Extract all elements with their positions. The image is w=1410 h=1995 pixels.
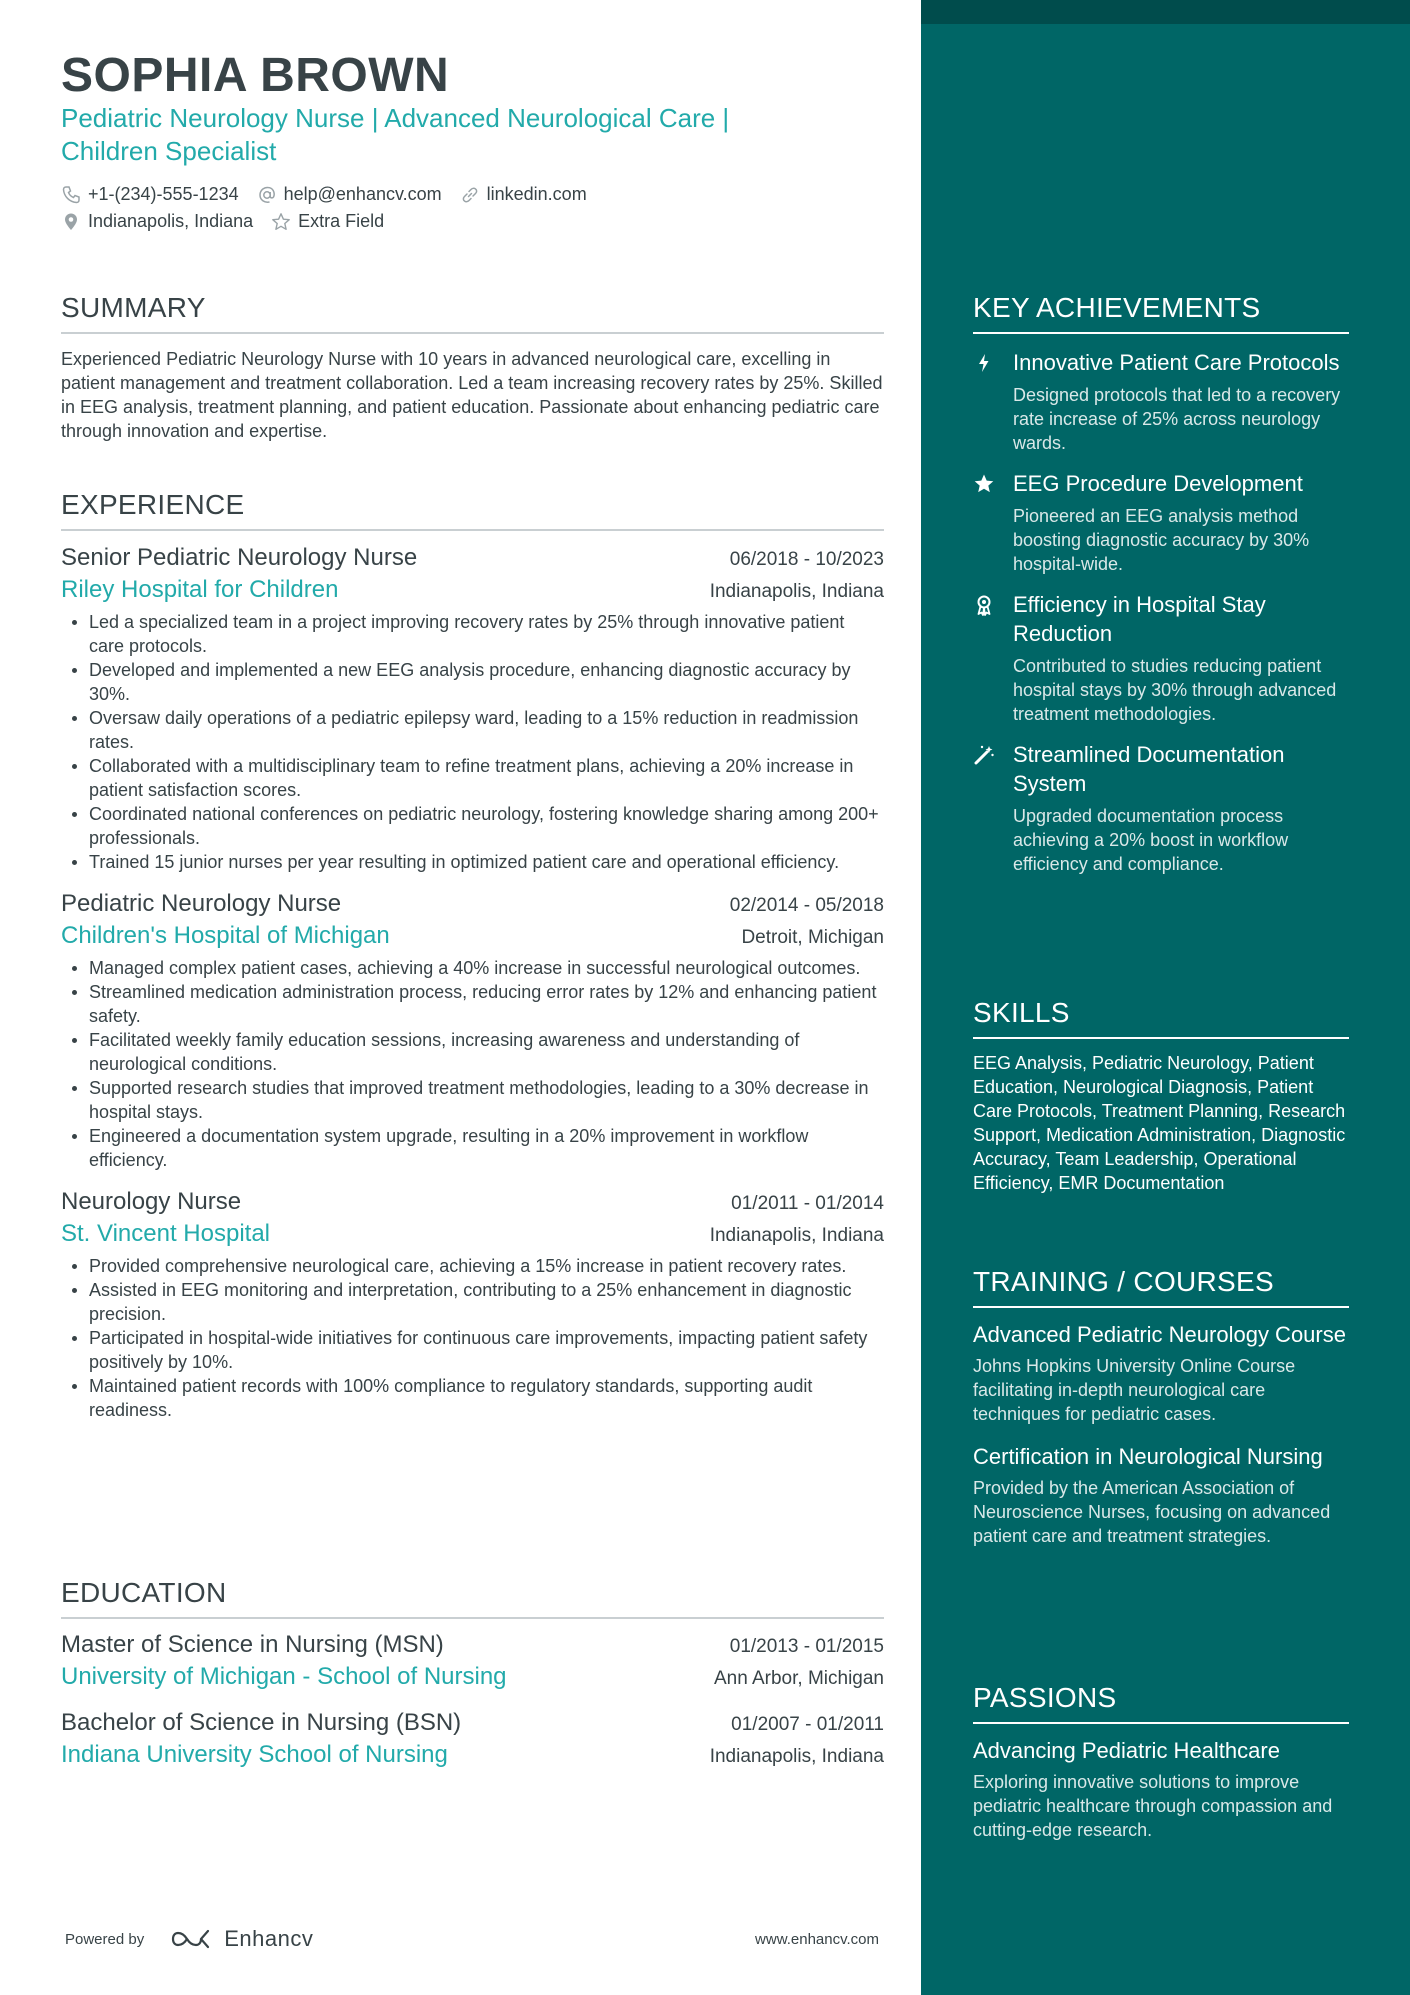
passions-section [973,1680,1349,1842]
job-header [61,542,884,574]
achievement-item [973,348,1349,455]
degree-title: Master of Science in Nursing (MSN) [61,1631,444,1658]
school-name: University of Michigan - School of Nursing [61,1663,507,1690]
education-entry [61,1629,884,1693]
education-dates: 01/2013 - 01/2015 [729,1636,884,1657]
powered-by-label: Powered by [65,1930,145,1948]
bullet-item: Collaborated with a multidisciplinary team to refine treatment plans, achieving a 20% increase in patient satisfaction scores. [61,754,884,802]
job-org-row [61,920,884,952]
course-desc: Provided by the American Association of Neuroscience Nurses, focusing on advanced patient care and treatment strategies. [973,1478,1331,1546]
job-header [61,888,884,920]
phone-text: +1-(234)-555-1234 [88,184,239,204]
skills-section [973,995,1349,1195]
powered-by [65,1926,313,1952]
training-section [973,1264,1349,1548]
job-bullets [61,1254,884,1422]
phone-icon [61,185,81,205]
achievement-icon-wrap [973,740,1013,876]
job-title: Neurology Nurse [61,1188,242,1215]
bullet-item: Facilitated weekly family education sessions, increasing awareness and understanding of neurological conditions. [61,1028,884,1076]
bullet-item: Maintained patient records with 100% compliance to regulatory standards, supporting audit readiness. [61,1374,884,1422]
achievements-heading: KEY ACHIEVEMENTS [973,290,1349,334]
location-pin-icon [61,212,81,232]
job-bullets [61,610,884,874]
achievement-icon-wrap [973,590,1013,726]
bullet-item: Trained 15 junior nurses per year resulting in optimized patient care and operational efficiency. [61,850,884,874]
bolt-icon [973,352,995,374]
achievement-title: EEG Procedure Development [1013,471,1303,496]
course-item [973,1442,1349,1548]
school-location: Indianapolis, Indiana [709,1746,884,1767]
location-contact [61,211,253,232]
job-header [61,1186,884,1218]
job-dates: 01/2011 - 01/2014 [731,1193,884,1214]
job-organization: Children's Hospital of Michigan [61,922,390,949]
page-footer [65,1926,879,1952]
website-link[interactable]: www.enhancv.com [755,1930,879,1948]
training-heading: TRAINING / COURSES [973,1264,1349,1308]
bullet-item: Developed and implemented a new EEG analysis procedure, enhancing diagnostic accuracy by 30%. [61,658,884,706]
education-entry [61,1707,884,1771]
achievement-body [1013,469,1349,576]
education-school-row [61,1661,884,1693]
passion-desc: Exploring innovative solutions to improve pediatric healthcare through compassion and cutting-edge research. [973,1772,1333,1840]
course-title: Advanced Pediatric Neurology Course [973,1322,1346,1347]
school-location: Ann Arbor, Michigan [713,1668,884,1689]
bullet-item: Managed complex patient cases, achieving a 40% increase in successful neurological outcomes. [61,956,884,980]
extra-contact [271,211,384,232]
job-title: Pediatric Neurology Nurse [61,890,342,917]
education-heading: EDUCATION [61,1575,884,1619]
education-dates: 01/2007 - 01/2011 [731,1714,884,1735]
bullet-item: Streamlined medication administration process, reducing error rates by 12% and enhancing patient safety. [61,980,884,1028]
job-entry [61,888,884,1172]
achievement-desc: Upgraded documentation process achieving a 20% boost in workflow efficiency and compliance. [1013,806,1289,874]
bullet-item: Engineered a documentation system upgrade, resulting in a 20% improvement in workflow efficiency. [61,1124,884,1172]
school-name: Indiana University School of Nursing [61,1741,448,1768]
passion-title: Advancing Pediatric Healthcare [973,1738,1280,1763]
job-location: Indianapolis, Indiana [709,581,884,602]
education-header [61,1707,884,1739]
contact-row-1 [61,184,605,205]
bullet-item: Oversaw daily operations of a pediatric epilepsy ward, leading to a 15% reduction in readmission rates. [61,706,884,754]
sidebar-top-band [921,0,1410,24]
extra-field-text: Extra Field [298,211,385,231]
linkedin-text: linkedin.com [486,184,587,204]
achievement-item [973,590,1349,726]
achievement-item [973,740,1349,876]
achievements-section [973,290,1349,876]
course-desc: Johns Hopkins University Online Course facilitating in-depth neurological care techniques for pediatric cases. [973,1356,1296,1424]
job-entry [61,542,884,874]
job-entry [61,1186,884,1422]
achievement-icon-wrap [973,469,1013,576]
degree-title: Bachelor of Science in Nursing (BSN) [61,1709,462,1736]
award-icon [973,594,995,616]
achievement-title: Innovative Patient Care Protocols [1013,350,1340,375]
summary-text: Experienced Pediatric Neurology Nurse with 10 years in advanced neurological care, excelling in patient management and treatment collaboration. Led a team increasing recovery rates by 25%. Skilled in EEG analysis, treatment planning, and patient education. Passionate about enhancing pediatric care through innovation and expertise. [61,349,883,441]
bullet-item: Provided comprehensive neurological care, achieving a 15% increase in patient recovery rates. [61,1254,884,1278]
linkedin-contact[interactable] [460,184,587,205]
education-section [61,1575,884,1771]
education-school-row [61,1739,884,1771]
summary-heading: SUMMARY [61,290,884,334]
job-title: Senior Pediatric Neurology Nurse [61,544,418,571]
education-header [61,1629,884,1661]
bullet-item: Assisted in EEG monitoring and interpretation, contributing to a 25% enhancement in diagnostic precision. [61,1278,884,1326]
contact-row-2 [61,211,402,232]
at-sign-icon [257,185,277,205]
email-contact[interactable] [257,184,442,205]
achievement-desc: Pioneered an EEG analysis method boosting diagnostic accuracy by 30% hospital-wide. [1013,506,1310,574]
bullet-item: Participated in hospital-wide initiatives for continuous care improvements, impacting patient safety positively by 10%. [61,1326,884,1374]
achievement-body [1013,740,1349,876]
job-org-row [61,1218,884,1250]
magic-wand-icon [973,744,995,766]
phone-contact[interactable] [61,184,239,205]
course-title: Certification in Neurological Nursing [973,1444,1323,1469]
experience-section [61,487,884,1422]
passion-item [973,1736,1349,1842]
achievement-title: Streamlined Documentation System [1013,742,1285,796]
bullet-item: Coordinated national conferences on pediatric neurology, fostering knowledge sharing among 200+ professionals. [61,802,884,850]
achievement-body [1013,590,1349,726]
achievement-desc: Designed protocols that led to a recovery rate increase of 25% across neurology wards. [1013,385,1341,453]
bullet-item: Led a specialized team in a project improving recovery rates by 25% through innovative patient care protocols. [61,610,884,658]
job-organization: St. Vincent Hospital [61,1220,271,1247]
bullet-item: Supported research studies that improved treatment methodologies, leading to a 30% decrease in hospital stays. [61,1076,884,1124]
job-location: Detroit, Michigan [741,927,884,948]
achievement-desc: Contributed to studies reducing patient hospital stays by 30% through advanced treatment methodologies. [1013,656,1337,724]
achievement-title: Efficiency in Hospital Stay Reduction [1013,592,1266,646]
enhancv-logo-icon [170,1927,216,1951]
job-bullets [61,956,884,1172]
skills-list: EEG Analysis, Pediatric Neurology, Patient Education, Neurological Diagnosis, Patient Care Protocols, Treatment Planning, Research Support, Medication Administration, Diagnostic Accuracy, Team Leadership, Operational Efficiency, EMR Documentation [973,1053,1346,1193]
job-organization: Riley Hospital for Children [61,576,339,603]
candidate-name: SOPHIA BROWN [61,49,450,102]
star-outline-icon [271,212,291,232]
passions-heading: PASSIONS [973,1680,1349,1724]
experience-heading: EXPERIENCE [61,487,884,531]
job-dates: 02/2014 - 05/2018 [729,895,884,916]
job-org-row [61,574,884,606]
candidate-headline: Pediatric Neurology Nurse | Advanced Neurological Care | Children Specialist [61,103,730,166]
star-icon [973,473,995,495]
job-dates: 06/2018 - 10/2023 [729,549,884,570]
achievement-item [973,469,1349,576]
course-item [973,1320,1349,1426]
email-text: help@enhancv.com [283,184,442,204]
achievement-body [1013,348,1349,455]
location-text: Indianapolis, Indiana [88,211,254,231]
job-location: Indianapolis, Indiana [709,1225,884,1246]
link-icon [460,185,480,205]
skills-heading: SKILLS [973,995,1349,1039]
enhancv-brand[interactable]: Enhancv [224,1926,314,1951]
summary-section [61,290,884,443]
achievement-icon-wrap [973,348,1013,455]
